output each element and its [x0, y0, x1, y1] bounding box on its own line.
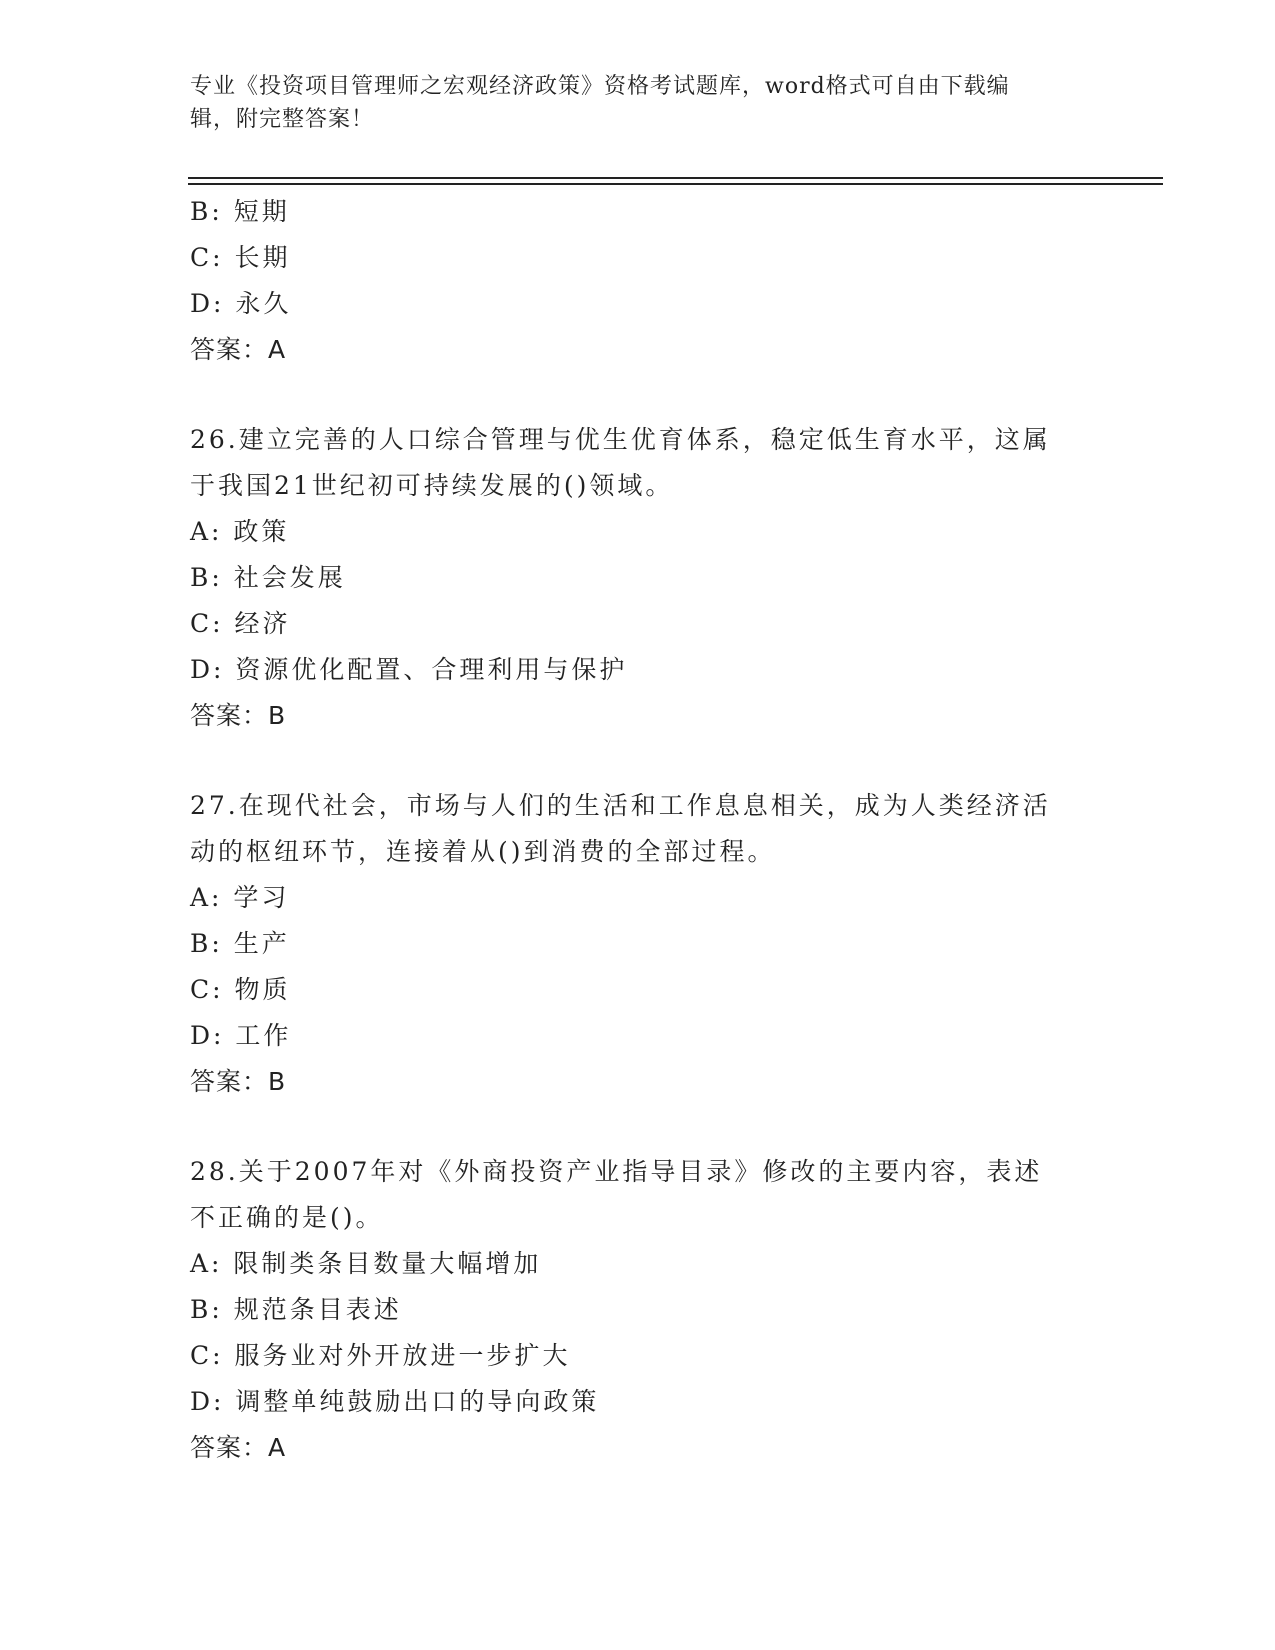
answer-line: 答案：B: [190, 1067, 287, 1096]
question-stem-line-2: 于我国21世纪初可持续发展的()领域。: [190, 471, 674, 500]
question-stem-line-2: 不正确的是()。: [190, 1203, 384, 1232]
option-c: C: 服务业对外开放进一步扩大: [190, 1341, 571, 1370]
option-d: D: 调整单纯鼓励出口的导向政策: [190, 1387, 600, 1416]
option-c: C: 物质: [190, 975, 291, 1004]
header-line-2: 辑，附完整答案！: [190, 107, 375, 132]
answer-line: 答案：A: [190, 1433, 287, 1462]
previous-question-tail: [190, 189, 1090, 373]
header-line-1: 专业《投资项目管理师之宏观经济政策》资格考试题库，word格式可自由下载编: [190, 74, 1010, 99]
header-rule-top: [188, 177, 1163, 179]
option-b: B: 生产: [190, 929, 290, 958]
option-a: A: 学习: [190, 883, 290, 912]
document-header: [190, 70, 1070, 136]
option-b: B: 社会发展: [190, 563, 346, 592]
option-a: A: 政策: [190, 517, 290, 546]
option-d: D: 资源优化配置、合理利用与保护: [190, 655, 628, 684]
option-a: A: 限制类条目数量大幅增加: [190, 1249, 542, 1278]
option-d: D: 工作: [190, 1021, 292, 1050]
question-stem-line-2: 动的枢纽环节，连接着从()到消费的全部过程。: [190, 837, 776, 866]
option-b: B: 规范条目表述: [190, 1295, 402, 1324]
question-27: [190, 783, 1090, 1105]
option-b: B: 短期: [190, 197, 290, 226]
question-stem-line-1: 27.在现代社会，市场与人们的生活和工作息息相关，成为人类经济活: [190, 791, 1051, 820]
document-body: [190, 189, 1090, 1471]
option-c: C: 经济: [190, 609, 291, 638]
option-d: D: 永久: [190, 289, 292, 318]
question-28: [190, 1149, 1090, 1471]
question-26: [190, 417, 1090, 739]
answer-line: 答案：A: [190, 335, 287, 364]
question-stem-line-1: 28.关于2007年对《外商投资产业指导目录》修改的主要内容，表述: [190, 1157, 1043, 1186]
header-rule-bottom: [188, 183, 1163, 185]
option-c: C: 长期: [190, 243, 291, 272]
answer-line: 答案：B: [190, 701, 287, 730]
question-stem-line-1: 26.建立完善的人口综合管理与优生优育体系，稳定低生育水平，这属: [190, 425, 1051, 454]
